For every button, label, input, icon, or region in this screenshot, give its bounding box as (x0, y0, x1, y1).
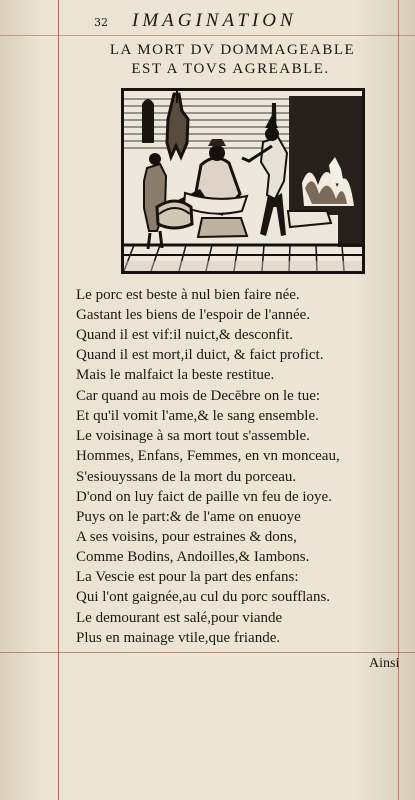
poem-line-3: Quand il est vif:il nuict,& desconfit. (76, 327, 294, 343)
poem-line-9: Hommes, Enfans, Femmes, en vn monceau, (76, 448, 340, 464)
bottom-rule (0, 652, 415, 653)
running-title: IMAGINATION (132, 10, 297, 31)
poem-line-16: Qui l'ont gaignée,au cul du porc soufflans. (76, 589, 331, 605)
poem-line-4: Quand il est mort,il duict, & faict profict. (76, 347, 324, 363)
poem-line-14: Comme Bodins, Andoilles,& Iambons. (76, 549, 310, 565)
top-rule (0, 35, 415, 36)
poem-line-18: Plus en mainage vtile,que friande. (76, 630, 281, 646)
poem-line-8: Le voisinage à sa mort tout s'assemble. (76, 428, 310, 444)
poem-line-7: Et qu'il vomit l'ame,& le sang ensemble. (76, 408, 319, 424)
catchword: Ainsi (369, 656, 400, 671)
poem-line-10: S'esiouyssans de la mort du porceau. (76, 469, 297, 485)
poem-line-6: Car quand au mois de Decēbre on le tue: (76, 388, 321, 404)
poem-line-15: La Vescie est pour la part des enfans: (76, 569, 299, 585)
right-margin-rule (398, 0, 399, 800)
poem-line-13: A ses voisins, pour estraines & dons, (76, 529, 297, 545)
woodcut-illustration (124, 91, 362, 271)
poem-line-1: Le porc est beste à nul bien faire née. (76, 287, 300, 303)
left-margin-rule (58, 0, 59, 800)
page-number: 32 (94, 16, 108, 29)
poem-line-17: Le demourant est salé,pour viande (76, 610, 283, 626)
pig-slaughter-woodcut (121, 88, 365, 274)
poem-line-2: Gastant les biens de l'espoir de l'année. (76, 307, 311, 323)
poem-line-5: Mais le malfaict la beste restitue. (76, 367, 275, 383)
poem-line-11: D'ond on luy faict de paille vn feu de ioye. (76, 489, 332, 505)
motto-line-2: EST A TOVS AGREABLE. (131, 61, 330, 77)
poem-line-12: Puys on le part:& de l'ame on enuoye (76, 509, 301, 525)
motto-line-1: LA MORT DV DOMMAGEABLE (109, 42, 356, 58)
